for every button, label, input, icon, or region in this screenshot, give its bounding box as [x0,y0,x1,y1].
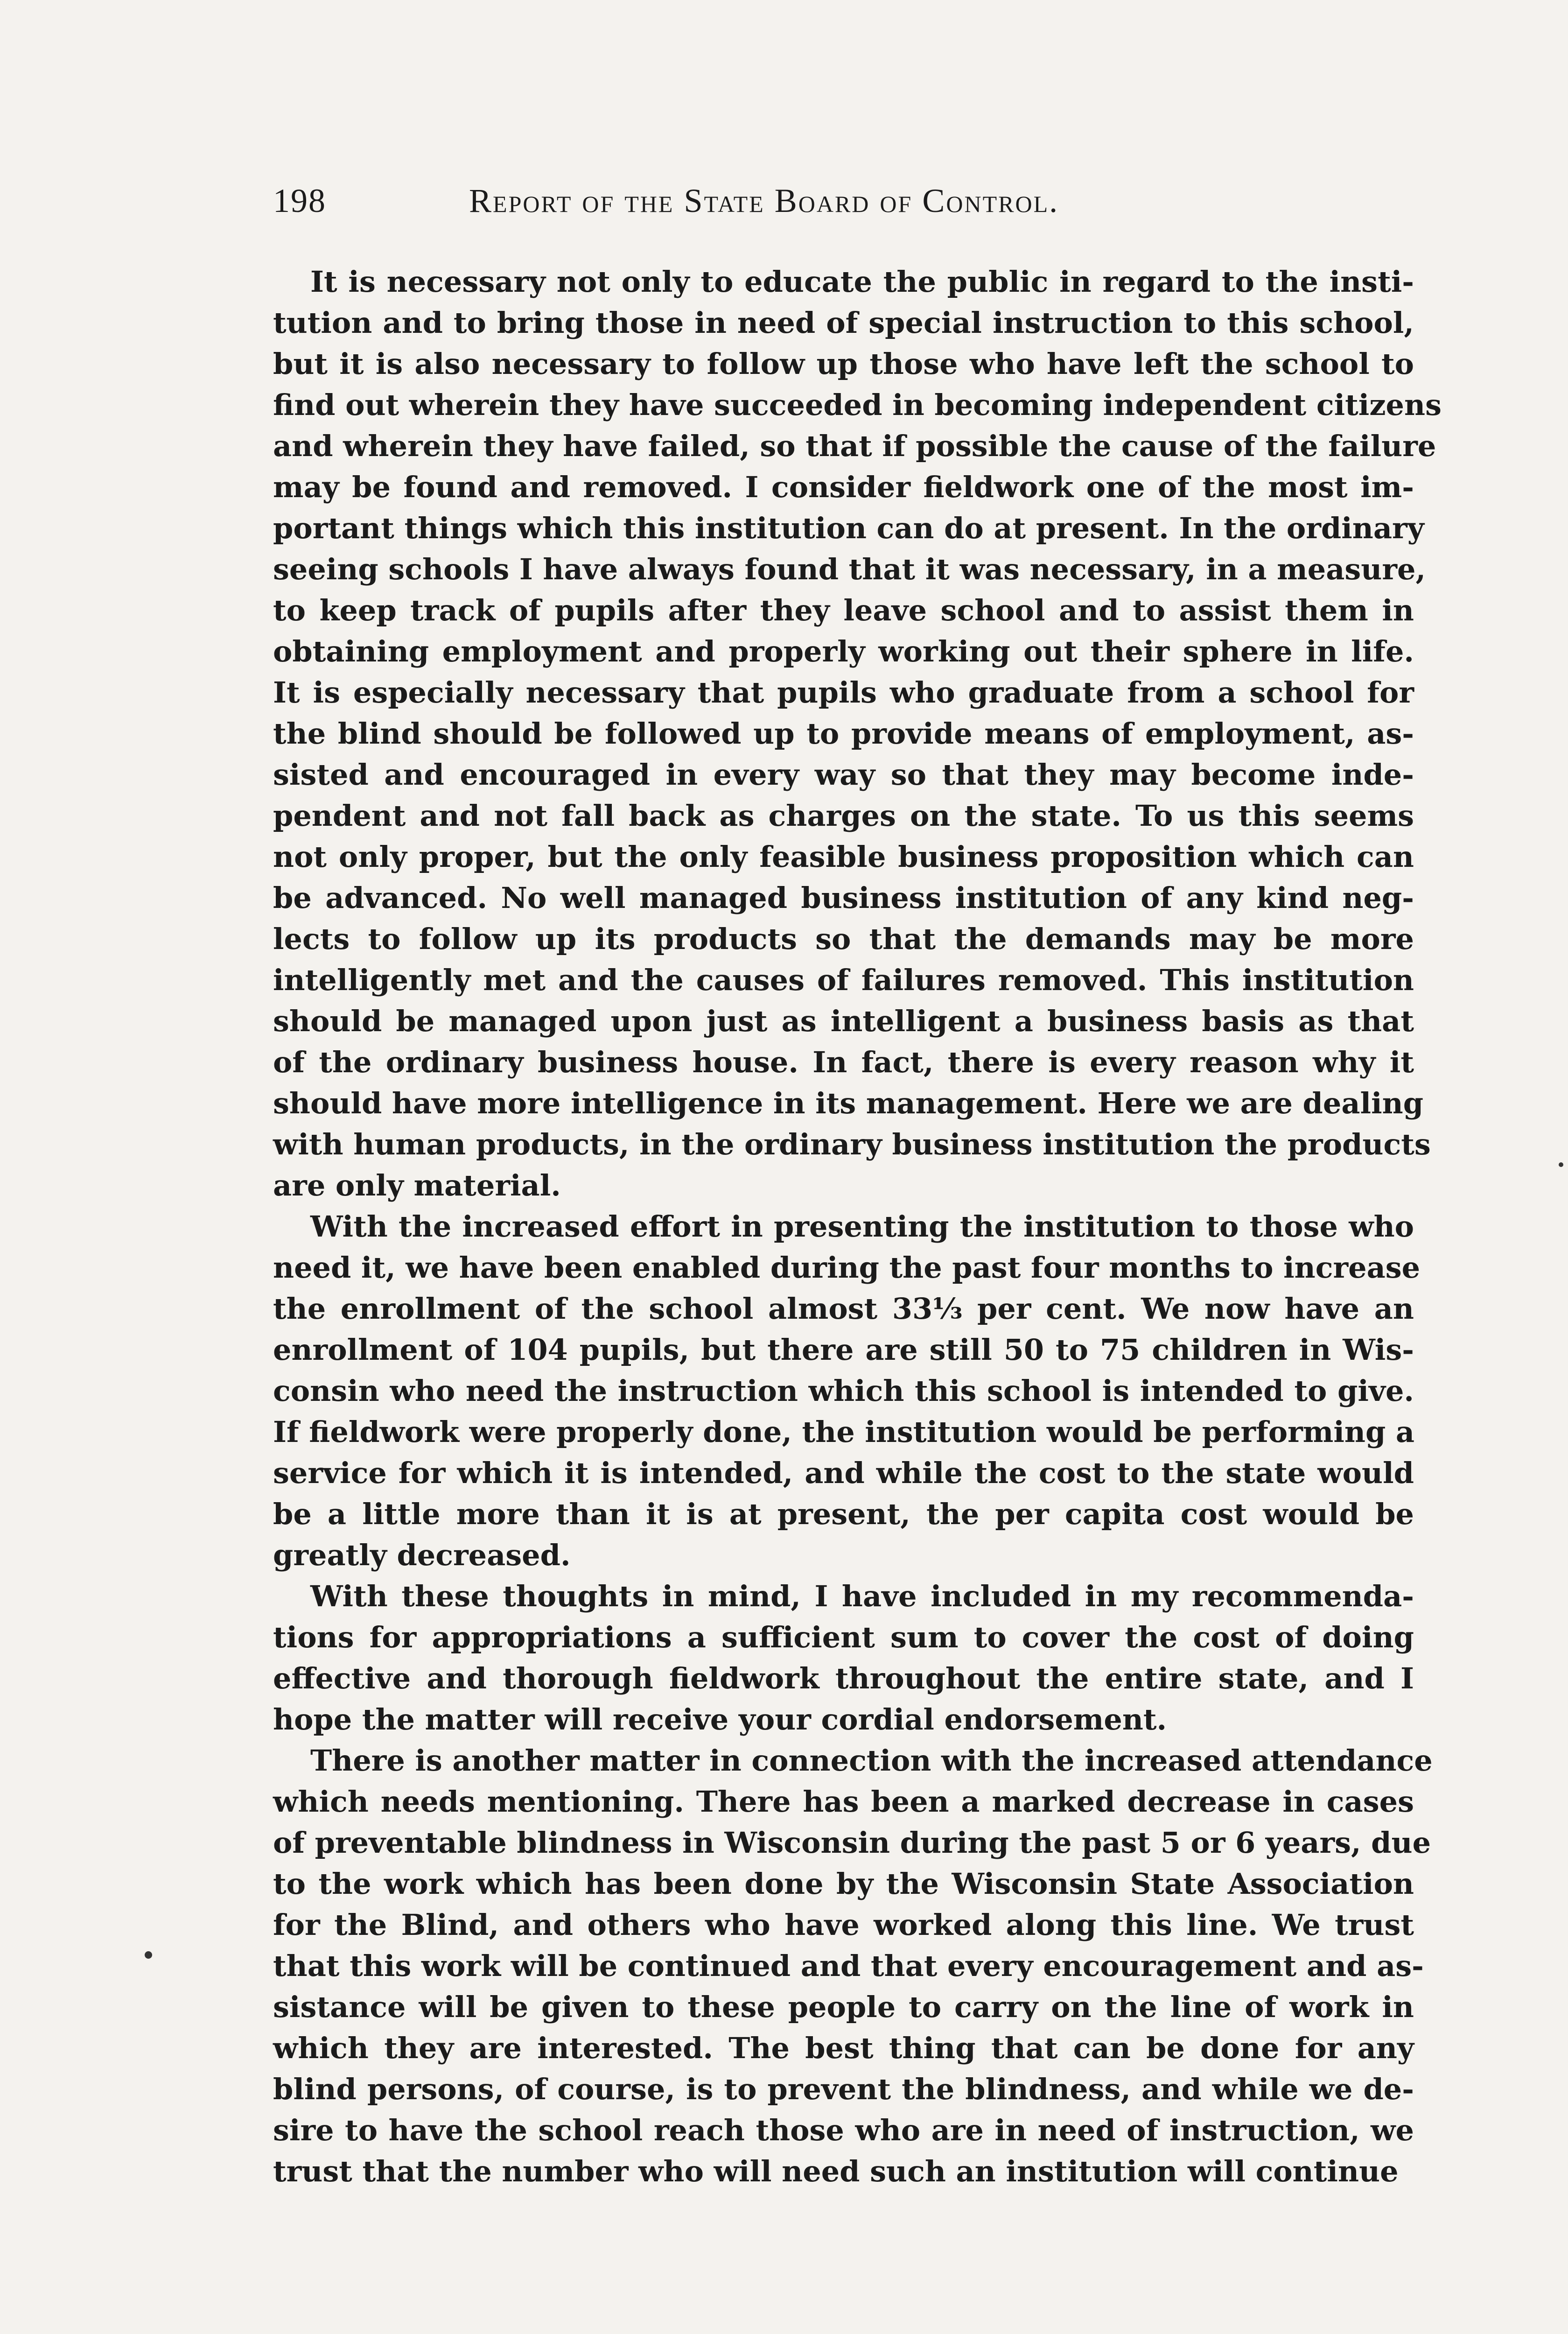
text-line: are only material. [273,1168,561,1202]
text-line: obtaining employment and properly working out their sphere in life. [273,634,1414,668]
text-line: service for which it is intended, and while the cost to the state would [273,1456,1414,1490]
paragraph [273,1206,1421,1576]
text-line: of the ordinary business house. In fact, there is every reason why it [273,1045,1414,1079]
text-line: be advanced. No well managed business institution of any kind neg- [273,881,1414,915]
text-line: the blind should be followed up to provide means of employment, as- [273,717,1414,751]
text-line: to keep track of pupils after they leave school and to assist them in [273,593,1414,627]
text-line: intelligently met and the causes of failures removed. This institution [273,963,1414,997]
text-line: lects to follow up its products so that the demands may be more [273,922,1414,956]
text-line: If fieldwork were properly done, the institution would be performing a [273,1415,1415,1449]
text-line: to the work which has been done by the Wisconsin State Association [273,1867,1414,1901]
paragraph [273,1740,1433,2192]
text-line: With the increased effort in presenting the institution to those who [310,1209,1414,1244]
text-line: of preventable blindness in Wisconsin during the past 5 or 6 years, due [273,1826,1431,1860]
text-line: portant things which this institution can do at present. In the ordinary [273,511,1424,545]
text-line: be a little more than it is at present, the per capita cost would be [273,1497,1414,1531]
text-line: sire to have the school reach those who are in need of instruction, we [273,2113,1414,2147]
body-text [273,261,1442,2192]
text-line: seeing schools I have always found that it was necessary, in a measure, [273,552,1426,586]
text-line: enrollment of 104 pupils, but there are still 50 to 75 children in Wis- [273,1333,1414,1367]
text-line: which they are interested. The best thing that can be done for any [273,2031,1414,2065]
running-title: Report of the State Board of Control. [469,182,1059,219]
text-line: It is necessary not only to educate the public in regard to the insti- [310,265,1414,299]
text-line: not only proper, but the only feasible business proposition which can [273,840,1414,874]
text-line: need it, we have been enabled during the past four months to increase [273,1251,1421,1285]
text-line: find out wherein they have succeeded in becoming independent citizens [273,388,1442,422]
ink-speck [1559,1162,1563,1167]
text-line: and wherein they have failed, so that if possible the cause of the failure [273,429,1436,463]
text-line: should have more intelligence in its management. Here we are dealing [273,1086,1424,1120]
text-line: sisted and encouraged in every way so that they may become inde- [273,758,1414,792]
paragraph [273,1576,1414,1740]
page-header [273,180,1421,222]
text-line: blind persons, of course, is to prevent the blindness, and while we de- [273,2072,1414,2106]
text-line: with human products, in the ordinary business institution the products [273,1127,1431,1161]
text-line: greatly decreased. [273,1538,571,1572]
text-line: With these thoughts in mind, I have included in my recommenda- [310,1579,1414,1613]
text-line: consin who need the instruction which this school is intended to give. [273,1374,1414,1408]
ink-speck [145,1951,152,1959]
text-line: There is another matter in connection with the increased attendance [310,1743,1433,1778]
text-line: for the Blind, and others who have worked along this line. We trust [273,1908,1414,1942]
text-line: may be found and removed. I consider fieldwork one of the most im- [273,470,1414,504]
text-line: that this work will be continued and that every encouragement and as- [273,1949,1424,1983]
text-line: tution and to bring those in need of special instruction to this school, [273,306,1414,340]
text-line: which needs mentioning. There has been a marked decrease in cases [273,1785,1414,1819]
page-number: 198 [273,182,326,219]
text-line: pendent and not fall back as charges on the state. To us this seems [273,799,1414,833]
text-line: trust that the number who will need such an institution will continue [273,2154,1399,2188]
text-line: hope the matter will receive your cordial endorsement. [273,1702,1167,1736]
text-line: but it is also necessary to follow up those who have left the school to [273,347,1414,381]
paragraph [273,261,1442,1206]
text-line: It is especially necessary that pupils who graduate from a school for [273,675,1414,710]
text-line: effective and thorough fieldwork throughout the entire state, and I [273,1661,1414,1695]
text-line: the enrollment of the school almost 33⅓ per cent. We now have an [273,1292,1414,1326]
text-line: sistance will be given to these people to carry on the line of work in [273,1990,1414,2024]
text-line: should be managed upon just as intelligent a business basis as that [273,1004,1414,1038]
text-line: tions for appropriations a sufficient sum to cover the cost of doing [273,1620,1414,1654]
